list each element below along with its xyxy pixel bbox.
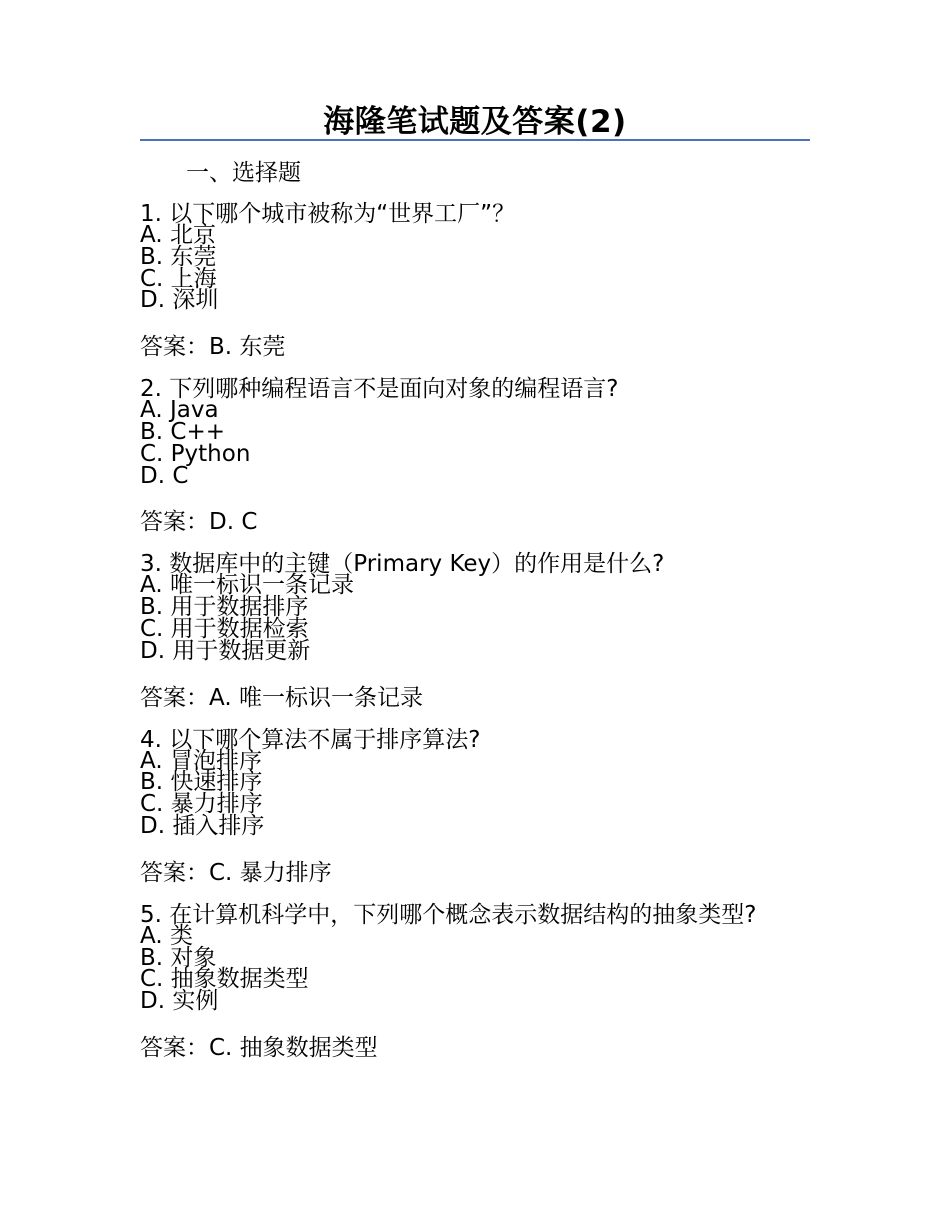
question-block-4 (140, 726, 790, 888)
option-a: A. 唯一标识一条记录 (140, 572, 354, 599)
option-b: B. 快速排序 (140, 769, 263, 796)
question-text: 1. 以下哪个城市被称为“世界工厂”？ (140, 201, 516, 227)
option-d: D. 用于数据更新 (140, 637, 311, 664)
document-title: 海隆笔试题及答案(2) (323, 104, 627, 140)
option-b: B. 东莞 (140, 243, 217, 270)
question-block-2 (140, 378, 790, 537)
answer-text: 答案：A. 唯一标识一条记录 (140, 684, 423, 711)
option-c: C. 暴力排序 (140, 791, 263, 818)
section-heading: 一、选择题 (186, 160, 301, 186)
option-a: A. Java (140, 397, 219, 424)
option-c: C. 上海 (140, 265, 217, 292)
option-a: A. 冒泡排序 (140, 747, 262, 774)
question-text: 4. 以下哪个算法不属于排序算法? (140, 726, 481, 753)
question-block-3 (140, 553, 790, 712)
answer-text: 答案：C. 暴力排序 (140, 859, 332, 886)
question-list (140, 203, 790, 1079)
option-d: D. 实例 (140, 988, 219, 1015)
option-d: D. C (140, 462, 189, 489)
option-a: A. 北京 (140, 222, 216, 248)
option-d: D. 插入排序 (140, 812, 265, 839)
option-b: B. 对象 (140, 944, 217, 971)
option-c: C. Python (140, 440, 251, 467)
option-a: A. 类 (140, 922, 193, 949)
title-underline (140, 139, 810, 141)
question-text: 5. 在计算机科学中，下列哪个概念表示数据结构的抽象类型? (140, 901, 757, 928)
question-text: 3. 数据库中的主键（Primary Key）的作用是什么? (140, 551, 665, 578)
answer-text: 答案：C. 抽象数据类型 (140, 1034, 378, 1061)
option-c: C. 抽象数据类型 (140, 966, 309, 993)
option-c: C. 用于数据检索 (140, 615, 309, 642)
option-b: B. C++ (140, 418, 226, 445)
option-b: B. 用于数据排序 (140, 594, 309, 621)
option-d: D. 深圳 (140, 287, 219, 314)
question-block-5 (140, 901, 790, 1063)
answer-text: 答案：D. C (140, 509, 258, 536)
question-text: 2. 下列哪种编程语言不是面向对象的编程语言? (140, 376, 619, 403)
answer-text: 答案：B. 东莞 (140, 334, 286, 361)
question-block-1 (140, 203, 790, 362)
